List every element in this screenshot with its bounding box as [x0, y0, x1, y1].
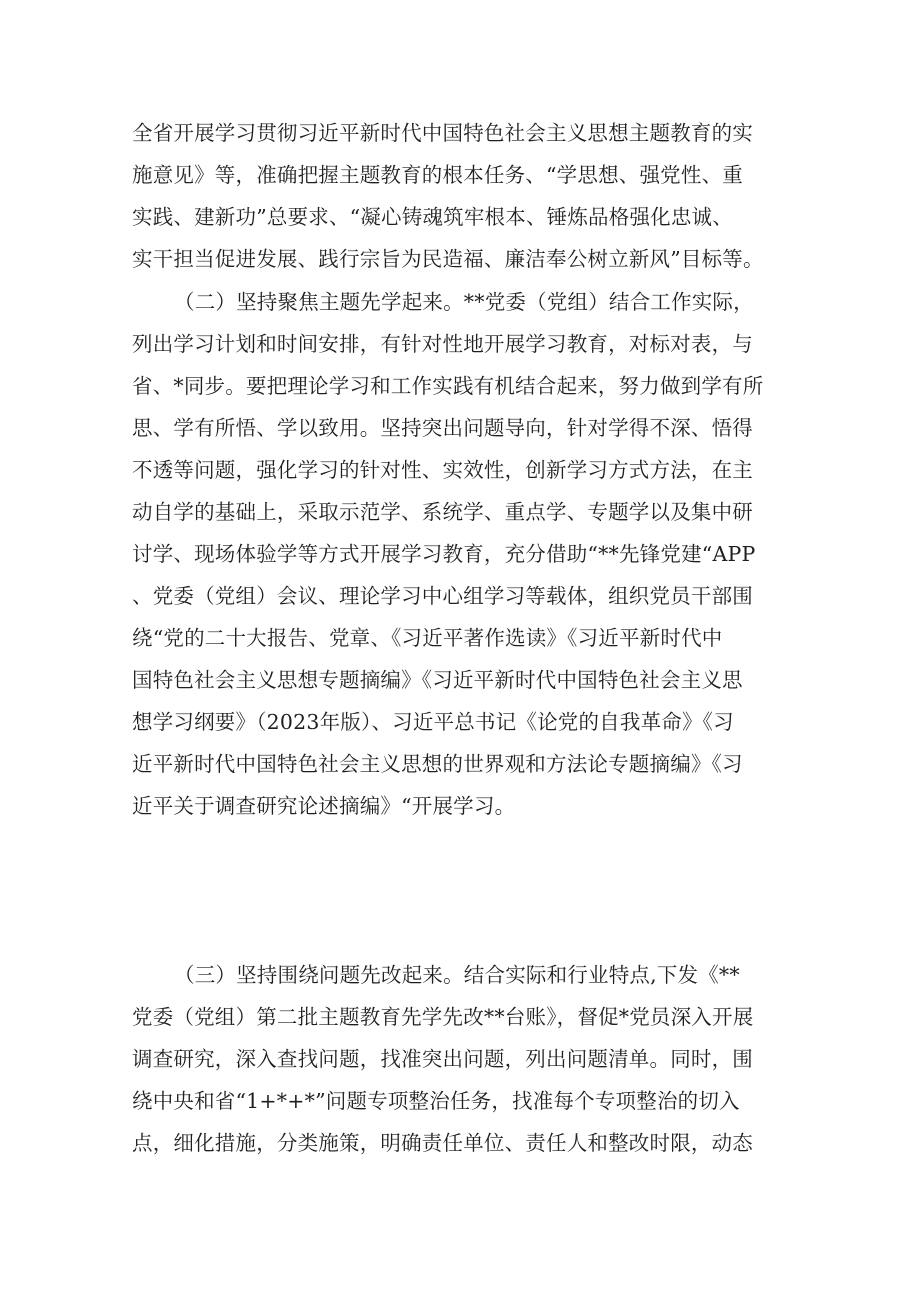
text-line: 不透等问题，强化学习的针对性、实效性，创新学习方式方法，在主	[132, 458, 753, 482]
text-line: 列出学习计划和时间安排，有针对性地开展学习教育，对标对表，与	[132, 332, 753, 356]
text-line: 近平新时代中国特色社会主义思想的世界观和方法论专题摘编》《习	[132, 752, 743, 776]
text-line: 施意见》等，准确把握主题教育的根本任务、“学思想、强党性、重	[132, 163, 743, 187]
text-line: （三）坚持围绕问题先改起来。结合实际和行业特点,下发《**	[174, 963, 740, 987]
text-line: 想学习纲要》（2023年版）、习近平总书记《论党的自我革命》《习	[132, 710, 734, 734]
text-line: 点，细化措施，分类施策，明确责任单位、责任人和整改时限，动态	[132, 1131, 753, 1155]
text-line: 调查研究，深入查找问题，找准突出问题，列出问题清单。同时，围	[132, 1047, 753, 1071]
text-line: 全省开展学习贯彻习近平新时代中国特色社会主义思想主题教育的实	[132, 121, 753, 145]
text-line: 国特色社会主义思想专题摘编》《习近平新时代中国特色社会主义思	[132, 668, 743, 692]
text-line: 实干担当促进发展、践行宗旨为民造福、廉洁奉公树立新风”目标等。	[132, 247, 764, 271]
paragraph-3	[132, 954, 800, 1164]
text-line: 省、*同步。要把理论学习和工作实践有机结合起来，努力做到学有所	[132, 374, 764, 398]
text-line: 绕中央和省“1+*+*”问题专项整治任务，找准每个专项整治的切入	[132, 1089, 740, 1113]
paragraph-1	[132, 112, 800, 280]
text-line: （二）坚持聚焦主题先学起来。**党委（党组）结合工作实际，	[174, 290, 754, 314]
text-line: 党委（党组）第二批主题教育先学先改**台账》，督促*党员深入开展	[132, 1005, 754, 1029]
paragraph-2	[132, 281, 800, 827]
text-line: 思、学有所悟、学以致用。坚持突出问题导向，针对学得不深、悟得	[132, 416, 753, 440]
text-line: 动自学的基础上，采取示范学、系统学、重点学、专题学以及集中研	[132, 500, 753, 524]
text-line: 近平关于调查研究论述摘编》“开展学习。	[132, 794, 516, 818]
text-line: 、党委（党组）会议、理论学习中心组学习等载体，组织党员干部围	[132, 584, 753, 608]
text-line: 实践、建新功”总要求、“凝心铸魂筑牢根本、锤炼品格强化忠诚、	[132, 205, 733, 229]
text-line: 绕“党的二十大报告、党章、《习近平著作选读》《习近平新时代中	[132, 626, 723, 650]
text-line: 讨学、现场体验学等方式开展学习教育，充分借助“**先锋党建“APP	[132, 542, 756, 566]
